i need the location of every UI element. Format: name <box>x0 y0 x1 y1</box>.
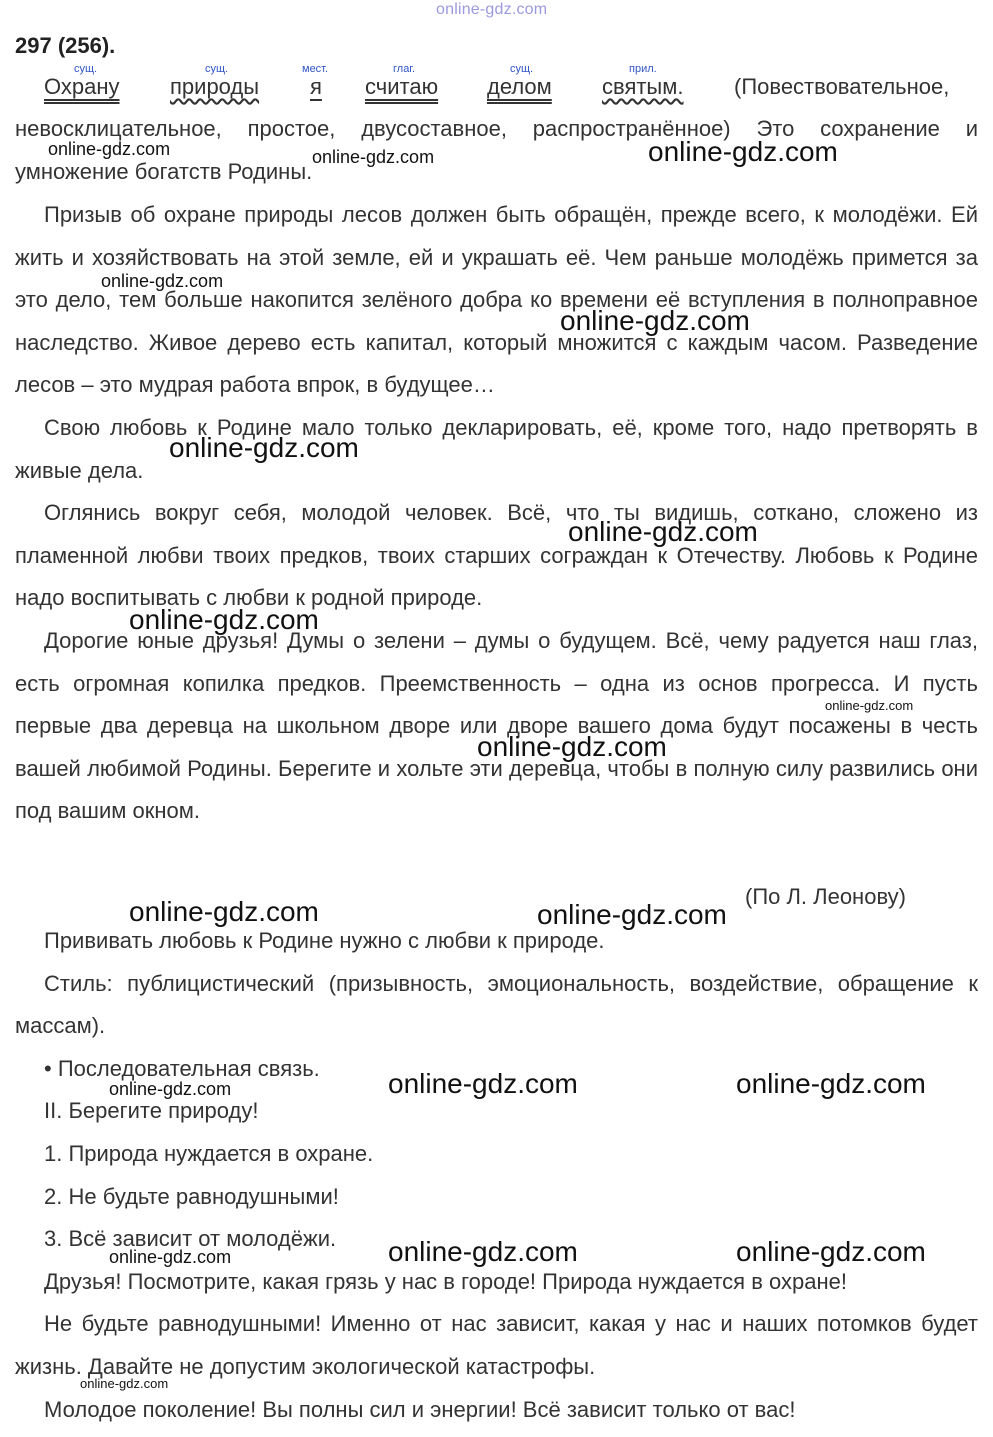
site-watermark-top: online-gdz.com <box>436 1 548 18</box>
essay-paragraph: Молодое поколение! Вы полны сил и энергии! Всё зависит только от вас! <box>44 1396 796 1422</box>
main-idea: Прививать любовь к Родине нужно с любви к природе. <box>44 928 605 953</box>
watermark: online-gdz.com <box>109 1079 232 1099</box>
essay-paragraph: Не будьте равнодушными! Именно от нас зависит, какая у нас и наших потомков будет жизнь. Давайте не допустим экологической катастрофы. <box>15 1311 978 1379</box>
style-description: Стиль: публицистический (призывность, эмоциональность, воздействие, обращение к массам). <box>15 970 978 1039</box>
paragraph: Призыв об охране природы лесов должен быть обращён, прежде всего, к молодёжи. Ей жить и хозяйствовать на этой земле, ей и украшать её. Чем раньше молодёжь примется за это дело, тем больше накопится зелёного добра ко времени её вступления в полноправное наследство. Живое дерево есть капитал, который множится с каждым часом. Разведение лесов – это мудрая работа впрок, в будущее… <box>15 202 978 398</box>
parsed-word-predicate: считаю <box>365 74 439 99</box>
watermark: online-gdz.com <box>388 1236 578 1267</box>
plan-item: 3. Всё зависит от молодёжи. <box>44 1226 337 1252</box>
watermark: online-gdz.com <box>109 1247 232 1267</box>
watermark: online-gdz.com <box>648 136 838 167</box>
parsed-word-predicate-noun: делом <box>487 74 552 99</box>
watermark: online-gdz.com <box>48 139 171 159</box>
paragraph: Свою любовь к Родине мало только декларировать, её, кроме того, надо претворять в живые дела. <box>15 414 978 483</box>
analysis-section <box>15 920 978 1431</box>
plan-item: II. Берегите природу! <box>44 1098 259 1124</box>
parsed-sentence <box>44 74 694 104</box>
author-attribution: (По Л. Леонову) <box>745 884 906 909</box>
watermark: online-gdz.com <box>537 899 727 930</box>
link-type: • Последовательная связь. <box>44 1055 320 1081</box>
parsed-word-definition: природы <box>170 74 260 99</box>
pos-label: мест. <box>302 63 329 75</box>
parsed-word-subject: я <box>310 74 322 99</box>
watermark: online-gdz.com <box>169 432 359 463</box>
essay-paragraph: Друзья! Посмотрите, какая грязь у нас в городе! Природа нуждается в охране! <box>44 1268 847 1294</box>
pos-label: сущ. <box>205 63 229 75</box>
watermark: online-gdz.com <box>129 896 319 927</box>
exercise-number: 297 (256). <box>15 33 116 58</box>
pos-label: сущ. <box>74 63 98 75</box>
pos-label: глаг. <box>393 63 416 75</box>
watermark: online-gdz.com <box>80 1376 169 1391</box>
plan-item: 1. Природа нуждается в охране. <box>44 1140 374 1166</box>
pos-label: прил. <box>629 63 657 75</box>
watermark: online-gdz.com <box>129 604 319 635</box>
watermark: online-gdz.com <box>477 731 667 762</box>
paragraph: Оглянись вокруг себя, молодой человек. Всё, что ты видишь, соткано, сложено из пламенной любви твоих предков, твоих старших сограждан к Отечеству. Любовь к Родине надо воспитывать с любви к родной природе. <box>15 500 978 611</box>
paragraph: Дорогие юные друзья! Думы о зелени – думы о будущем. Всё, чему радуется наш глаз, есть огромная копилка предков. Преемственность – одна из основ прогресса. И пусть первые два деревца на школьном дворе или дворе вашего дома будут посажены в честь вашей любимой Родины. Берегите и хольте эти деревца, чтобы в полную силу развились они под вашим окном. <box>15 627 978 824</box>
parsed-word-object: Охрану <box>44 74 120 99</box>
pos-label: сущ. <box>510 63 534 75</box>
watermark: online-gdz.com <box>736 1236 926 1267</box>
parsed-word-adjective: святым. <box>602 74 684 99</box>
watermark: online-gdz.com <box>568 516 758 547</box>
watermark: online-gdz.com <box>560 305 750 336</box>
plan-item: 2. Не будьте равнодушными! <box>44 1183 339 1209</box>
sentence-characteristics: (Повествовательное, <box>734 74 950 99</box>
paragraph: невосклицательное, простое, двусоставное, распространённое) Это сохранение и умножение богатств Родины. <box>15 116 978 184</box>
watermark: online-gdz.com <box>312 147 435 167</box>
watermark: online-gdz.com <box>825 698 914 713</box>
watermark: online-gdz.com <box>388 1068 578 1099</box>
watermark: online-gdz.com <box>101 271 224 291</box>
watermark: online-gdz.com <box>736 1068 926 1099</box>
